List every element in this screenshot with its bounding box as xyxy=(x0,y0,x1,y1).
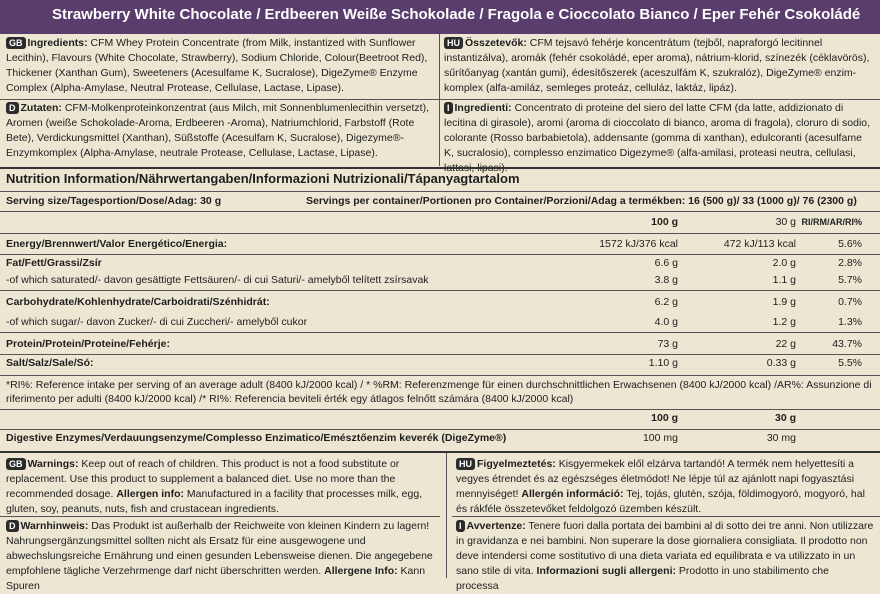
lang-badge-gb: GB xyxy=(6,458,26,470)
nutrition-row xyxy=(0,356,880,371)
warnings-i xyxy=(456,519,874,594)
nutrition-row xyxy=(0,295,880,310)
divider xyxy=(0,167,880,169)
value-100g: 73 g xyxy=(657,338,678,350)
nutrition-row xyxy=(0,256,880,271)
value-30g: 472 kJ/113 kcal xyxy=(723,238,796,250)
warnings-i-text: Tenere fuori dalla portata dei bambini al di sotto dei tre anni. Non utilizzare in gravidanza e nei bambini. Non superare la dose giornaliera consigliata. Il prodotto non deve intendersi come sostitutivo di una dieta variata ed equilibrata e va utilizzato in un sano stile di vita. xyxy=(456,520,874,577)
ingredients-hu-text: CFM tejsavó fehérje koncentrátum (tejből, napraforgó lecitinnel instantizálva), aromák (fehér csokoládé, eper aroma), nátrium-klorid, színezék (céklavörös), sűrítőanyag (xantán gumi), édesítőszerek (aceszulfám K, szukralóz), DigeZyme® enzim-komplex (alfa-amiláz, semleges proteáz, celluláz, laktáz, lipáz). xyxy=(444,37,870,94)
ingredients-d xyxy=(6,101,436,161)
warnings-gb-heading: Warnings: xyxy=(27,458,79,470)
value-ri: 5.6% xyxy=(838,238,862,250)
nutrition-heading: Nutrition Information/Nährwertangaben/Informazioni Nutrizionali/Tápanyagtartalom xyxy=(6,171,520,186)
divider xyxy=(0,332,880,333)
nutrient-label: -of which sugar/- davon Zucker/- di cui Zuccheri/- amelyből cukor xyxy=(6,316,308,328)
divider xyxy=(0,191,880,192)
warnings-d-text: Das Produkt ist außerhalb der Reichweite von kleinen Kindern zu lagern! Nahrungsergänzungsmittel sollten nicht als Ersatz für eine ausgewogene und abwechslungsreiche Ernährung und einen gesunden Lebensweise dienen. Die angegebene empfohlene tägliche Verzehrmenge darf nicht überschritten werden. xyxy=(6,520,433,577)
value-30g: 1.2 g xyxy=(772,316,796,328)
value-30g: 0.33 g xyxy=(766,357,796,369)
nutrient-label: Protein/Protein/Proteine/Fehérje: xyxy=(6,338,170,350)
lang-badge-hu: HU xyxy=(444,37,463,49)
warnings-hu-heading: Figyelmeztetés: xyxy=(477,458,556,470)
lang-badge-hu: HU xyxy=(456,458,475,470)
value-100g: 3.8 g xyxy=(654,274,678,286)
divider xyxy=(0,429,880,430)
ingredients-d-heading: Zutaten: xyxy=(20,102,62,114)
value-ri: 5.5% xyxy=(838,357,862,369)
warnings-hu xyxy=(456,457,874,517)
enzymes-label: Digestive Enzymes/Verdauungsenzyme/Complesso Enzimatico/Emésztőenzim keverék (DigeZyme®) xyxy=(6,432,507,444)
divider xyxy=(0,233,880,234)
ingredients-gb-text: CFM Whey Protein Concentrate (from Milk, instantized with Sunflower Lecithin), Flavours (White Chocolate, Strawberry), Sodium Chloride, Colour(Beetroot Red), Thickener (Xanthan Gum), Sweeteners (Acesulfame K, Sucralose), DigeZyme® Enzyme Complex (Alpha-Amylase, Neutral Protease, Cellulase, Lactase, Lipase). xyxy=(6,37,428,94)
product-title: Strawberry White Chocolate / Erdbeeren Weiße Schokolade / Fragola e Cioccolato Bianco / Eper Fehér Csokoládé xyxy=(52,6,861,23)
lang-badge-gb: GB xyxy=(6,37,26,49)
value-100g: 4.0 g xyxy=(654,316,678,328)
serving-row xyxy=(0,194,880,209)
enzymes-col-30g: 30 g xyxy=(774,412,796,424)
nutrient-label: Energy/Brennwert/Valor Energético/Energia: xyxy=(6,238,228,250)
column-divider xyxy=(439,34,440,166)
enzymes-100g: 100 mg xyxy=(642,432,678,444)
enzymes-col-100g: 100 g xyxy=(651,412,678,424)
allergen-hu-heading: Allergén információ: xyxy=(521,488,624,500)
allergen-d-heading: Allergene Info: xyxy=(324,565,398,577)
divider xyxy=(0,290,880,291)
ri-footnote-text: *RI%: Reference intake per serving of an average adult (8400 kJ/2000 kcal) / * %RM: Referenzmenge für einen durchschnittlichen Erwachsenen (8400 kJ/2000 kcal) /AR%: Assunzione di riferimento per adulti (8400 kJ/2000 kcal) /* RI%: Referencia beviteli érték egy átlagos felnőtt számára (8400 kJ/2000 kcal) xyxy=(6,379,872,405)
warnings-gb xyxy=(6,457,436,517)
value-30g: 1.9 g xyxy=(772,296,796,308)
ingredients-i-heading: Ingredienti: xyxy=(454,102,512,114)
lang-badge-i: I xyxy=(456,520,465,532)
nutrition-row xyxy=(0,315,880,330)
warnings-d xyxy=(6,519,436,594)
lang-badge-d: D xyxy=(6,102,19,114)
enzymes-row xyxy=(0,431,880,446)
column-divider xyxy=(446,453,447,578)
value-ri: 43.7% xyxy=(832,338,862,350)
allergen-gb-heading: Allergen info: xyxy=(116,488,184,500)
divider xyxy=(0,211,880,212)
enzymes-30g: 30 mg xyxy=(766,432,796,444)
warnings-d-heading: Warnhinweis: xyxy=(20,520,89,532)
value-ri: 2.8% xyxy=(838,257,862,269)
ingredients-hu-heading: Összetevők: xyxy=(465,37,527,49)
nutrient-label: Carbohydrate/Kohlenhydrate/Carboidrati/Szénhidrát: xyxy=(6,296,270,308)
allergen-gb-text: Manufactured in a facility that processes milk, egg, gluten, soy, peanuts, nuts, fish and crustacean ingredients. xyxy=(6,488,423,515)
warnings-gb-text: Keep out of reach of children. This product is not a food substitute or replacement. Use this product to supplement a balanced diet. Use no more than the recommended dosage. xyxy=(6,458,400,500)
col-100g: 100 g xyxy=(651,216,678,228)
divider xyxy=(0,354,880,355)
nutrient-label: -of which saturated/- davon gesättigte Fettsäuren/- di cui Saturi/- amelyből telített zsírsavak xyxy=(6,274,429,286)
product-title-band xyxy=(0,0,880,34)
enzymes-header xyxy=(0,411,880,426)
divider xyxy=(0,254,880,255)
nutrition-columns-header xyxy=(0,215,880,230)
lang-badge-d: D xyxy=(6,520,19,532)
nutrient-label: Salt/Salz/Sale/Só: xyxy=(6,357,94,369)
divider xyxy=(0,516,440,517)
col-30g: 30 g xyxy=(775,216,796,228)
nutrition-row xyxy=(0,237,880,252)
serving-size: Serving size/Tagesportion/Dose/Adag: 30 g xyxy=(6,195,222,207)
allergen-i-heading: Informazioni sugli allergeni: xyxy=(536,565,676,577)
value-100g: 1.10 g xyxy=(648,357,678,369)
warnings-hu-text: Kisgyermekek elől elzárva tartandó! A termék nem helyettesíti a vegyes étrendet és az egészséges életmódot! Ne lépje túl az ajánlott napi fogyasztási mennyiséget! xyxy=(456,458,855,500)
value-30g: 1.1 g xyxy=(772,274,796,286)
allergen-d-text: Kann Spuren xyxy=(6,565,426,592)
nutrition-row xyxy=(0,337,880,352)
ingredients-gb xyxy=(6,36,436,96)
value-100g: 6.6 g xyxy=(654,257,678,269)
allergen-i-text: Prodotto in uno stabilimento che processa xyxy=(456,565,829,592)
ingredients-gb-heading: Ingredients: xyxy=(27,37,88,49)
ingredients-i-text: Concentrato di proteine del siero del latte CFM (da latte, addizionato di lecitina di girasole), aromi (aroma di cioccolato di bianco, aroma di fragola), cloruro di sodio, colorante (Rosso barbabietola), addensante (gomma di xanthan), edulcoranti (acesulfame K, sucralosio), complesso enzimatico Digezyme® (alfa-amilasi, proteasi neutra, cellulasi, xyxy=(444,102,871,159)
ingredients-hu xyxy=(444,36,874,96)
value-ri: 0.7% xyxy=(838,296,862,308)
warnings-i-heading: Avvertenze: xyxy=(466,520,526,532)
ingredients-d-text: CFM-Molkenproteinkonzentrat (aus Milch, mit Sonnenblumenlecithin versetzt), Aromen (weiße Schokolade-Aroma, Erdbeeren -Aroma), Natriumchlorid, Farbstoff (Rote Bete), Verdickungsmittel (Xanthan), Süßstoffe (Acesulfam K, Sucralose), Digezyme®-Enzymkomplex (Alpha-Amylase, neutrale Protease, Cellulase, Lactase, Lipase). xyxy=(6,102,429,159)
nutrient-label: Fat/Fett/Grassi/Zsír xyxy=(6,257,102,269)
ri-footnote xyxy=(6,378,874,406)
value-100g: 1572 kJ/376 kcal xyxy=(599,238,678,250)
col-ri: RI/RM/AR/RI% xyxy=(801,217,862,227)
nutrition-row xyxy=(0,273,880,288)
value-ri: 1.3% xyxy=(838,316,862,328)
nutrition-heading-row xyxy=(0,171,880,189)
divider xyxy=(452,516,880,517)
divider xyxy=(0,375,880,376)
divider xyxy=(0,409,880,410)
servings-per-container: Servings per container/Portionen pro Container/Porzioni/Adag a termékben: 16 (500 g)/ 33 (1000 g)/ 76 (2300 g) xyxy=(306,195,857,207)
allergen-hu-text: Tej, tojás, glutén, szója, földimogyoró, mogyoró, hal és rákféle összetevőket feldolgozó üzemben készült. xyxy=(456,488,865,515)
divider xyxy=(0,451,880,453)
value-30g: 2.0 g xyxy=(772,257,796,269)
divider xyxy=(0,99,880,100)
value-30g: 22 g xyxy=(775,338,796,350)
lang-badge-i: I xyxy=(444,102,453,114)
value-ri: 5.7% xyxy=(838,274,862,286)
value-100g: 6.2 g xyxy=(654,296,678,308)
ingredients-i xyxy=(444,101,874,176)
